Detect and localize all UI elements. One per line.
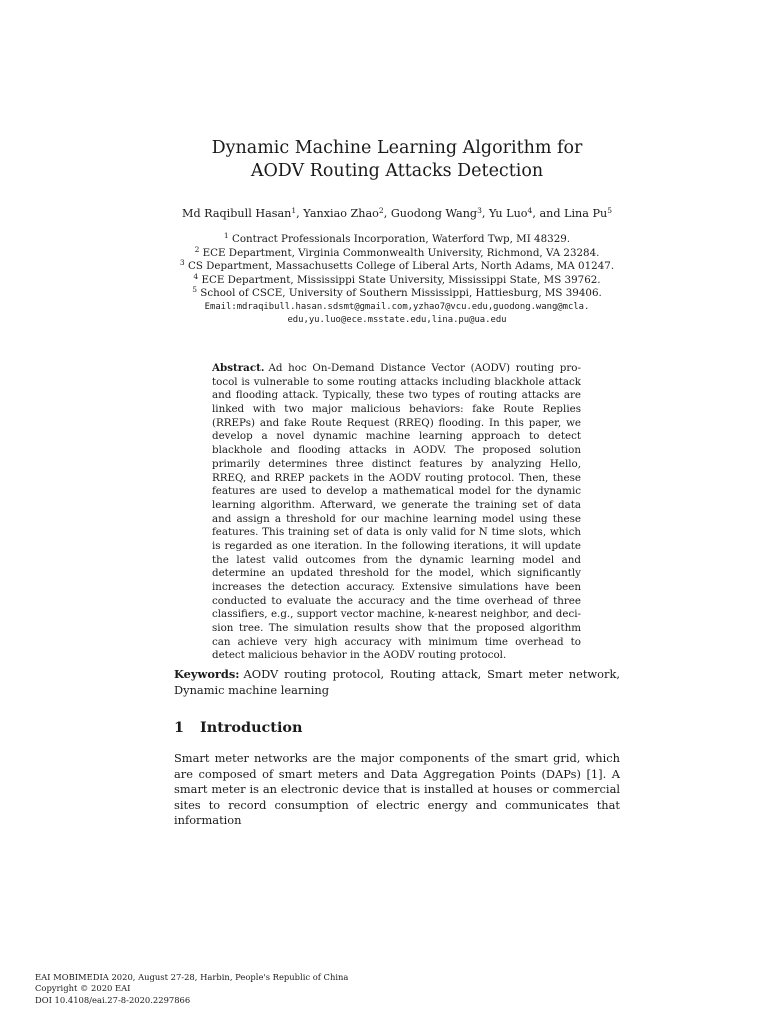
- author-separator: ,: [481, 207, 489, 220]
- affiliation-text: ECE Department, Virginia Commonwealth University, Richmond, VA 23284.: [202, 246, 600, 259]
- author-affiliation-mark: 1: [291, 206, 297, 215]
- abstract: [212, 362, 581, 663]
- paper-title-line: AODV Routing Attacks Detection: [250, 161, 544, 181]
- abstract-text: Ad hoc On-Demand Distance Vector (AODV) routing protocol is vulnerable to some routing attacks including blackhole attack and flooding attack. Typically, these two types of routing attacks are linked with two major malicious behaviors: fake Route Replies (RREPs) and fake Route Request (RREQ) flooding. In this paper, we develop a novel dynamic machine learning approach to detect blackhole and flooding attacks in AODV. The proposed solution primarily determines three distinct features by analyzing Hello, RREQ, and RREP packets in the AODV routing protocol. Then, these features are used to develop a mathematical model for the dynamic learning algorithm. Afterward, we generate the training set of data and assign a threshold for our machine learning model using these features. This training set of data is only valid for N time slots, which is regarded as one iteration. In the following iterations, it will update the latest valid outcomes from the dynamic learning model and determine an updated threshold for the model, which significantly increases the detection accuracy. Extensive simulations have been conducted to evaluate the accuracy and the time overhead of three classifiers, e.g., support vector machine, k-nearest neighbor, and decision tree. The simulation results show that the proposed algorithm can achieve very high accuracy with minimum time overhead to detect malicious behavior in the AODV routing protocol.: [212, 362, 581, 662]
- affiliation-text: CS Department, Massachusetts College of Liberal Arts, North Adams, MA 01247.: [187, 260, 615, 273]
- paper-title: [120, 137, 674, 183]
- affiliation: [120, 244, 674, 261]
- section-heading: [174, 718, 302, 738]
- email-line: edu,yu.luo@ece.msstate.edu,lina.pu@ua.edu: [287, 315, 507, 326]
- author-name: Guodong Wang: [390, 207, 478, 220]
- affiliation-text: Contract Professionals Incorporation, Waterford Twp, MI 48329.: [231, 233, 571, 245]
- email-line: Email:mdraqibull.hasan.sdsmt@gmail.com,yzhao7@vcu.edu,guodong.wang@mcla.: [204, 302, 590, 312]
- author-name: Md Raqibull Hasan: [182, 207, 292, 220]
- affiliation: [120, 260, 674, 274]
- keywords: [174, 667, 620, 698]
- keywords-text: AODV routing protocol, Routing attack, Smart meter network, Dynamic machine learning: [174, 667, 620, 697]
- author-affiliation-mark: 3: [477, 206, 482, 215]
- affiliation-mark: 3: [179, 258, 185, 268]
- author-separator: , and: [532, 207, 565, 220]
- section-title: Introduction: [200, 719, 303, 736]
- affiliation-mark: 2: [194, 244, 200, 254]
- author-name: Yanxiao Zhao: [303, 207, 379, 220]
- affiliation: [120, 233, 674, 247]
- footer-copyright: Copyright © 2020 EAI: [35, 983, 131, 994]
- footer-doi: DOI 10.4108/eai.27-8-2020.2297866: [35, 994, 191, 1005]
- author-affiliation-mark: 4: [527, 206, 533, 215]
- author-name: Lina Pu: [564, 207, 608, 220]
- affiliation-mark: 1: [223, 231, 229, 240]
- author-affiliation-mark: 5: [607, 206, 612, 215]
- affiliation: [120, 271, 674, 288]
- publication-footer: [35, 972, 348, 1006]
- affiliation-mark: 4: [193, 271, 199, 281]
- author-name: Yu Luo: [489, 207, 528, 220]
- abstract-label: Abstract.: [212, 362, 265, 374]
- paper-title-line: Dynamic Machine Learning Algorithm for: [211, 138, 583, 158]
- author-separator: ,: [383, 207, 391, 220]
- affiliation-mark: 5: [192, 285, 197, 295]
- affiliation-text: School of CSCE, University of Southern Mississippi, Hattiesburg, MS 39406.: [200, 287, 602, 300]
- author-affiliation-mark: 2: [378, 206, 384, 215]
- section-number: 1: [174, 719, 185, 736]
- introduction-paragraph: Smart meter networks are the major components of the smart grid, which are composed of smart meters and Data Aggregation Points (DAPs) [1]. A smart meter is an electronic device that is installed at houses or commercial sites to record consumption of electric energy and communicates that information: [174, 751, 620, 827]
- footer-conference: EAI MOBIMEDIA 2020, August 27-28, Harbin, People's Republic of China: [35, 972, 349, 982]
- affiliation-text: ECE Department, Mississippi State University, Mississippi State, MS 39762.: [201, 273, 601, 286]
- author-list: [120, 206, 674, 221]
- affiliation-list: [120, 233, 674, 301]
- affiliation: [120, 287, 674, 301]
- author-separator: ,: [296, 207, 304, 220]
- keywords-label: Keywords:: [174, 667, 240, 681]
- author-emails: [160, 301, 634, 327]
